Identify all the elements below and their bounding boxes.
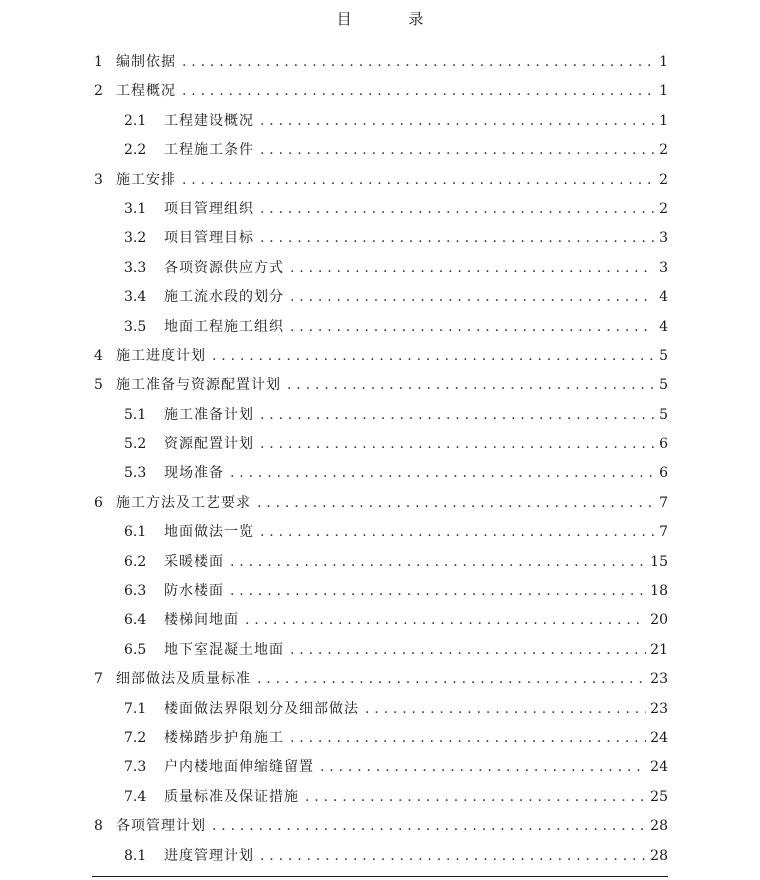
toc-entry-title: 进度管理计划 xyxy=(164,847,254,864)
toc-entry-page: 28 xyxy=(650,847,668,864)
toc-entry-title: 楼面做法界限划分及细部做法 xyxy=(164,700,359,717)
toc-entry[interactable] xyxy=(94,518,668,547)
dot-leader xyxy=(287,371,654,400)
toc-entry-page: 24 xyxy=(650,729,668,746)
toc-entry-page: 1 xyxy=(659,83,668,100)
toc-entry-title: 施工安排 xyxy=(116,171,176,188)
toc-entry-title: 项目管理目标 xyxy=(164,230,254,247)
dot-leader xyxy=(260,430,654,459)
toc-entry-title: 细部做法及质量标准 xyxy=(116,671,251,688)
toc-entry-number: 5.2 xyxy=(124,436,147,453)
toc-entry-title: 楼梯间地面 xyxy=(164,612,239,629)
dot-leader xyxy=(182,77,654,106)
toc-entry[interactable] xyxy=(94,489,668,518)
dot-leader xyxy=(290,254,654,283)
toc-entry-title: 防水楼面 xyxy=(164,583,224,600)
dot-leader xyxy=(305,783,646,812)
toc-entry-title: 地下室混凝土地面 xyxy=(164,641,284,658)
toc-entry[interactable] xyxy=(94,107,668,136)
toc-entry-title: 现场准备 xyxy=(164,465,224,482)
toc-entry-title: 各项资源供应方式 xyxy=(164,259,284,276)
toc-entry-number: 3.1 xyxy=(124,200,147,217)
dot-leader xyxy=(290,283,654,312)
toc-entry-number: 3.2 xyxy=(124,230,147,247)
toc-entry-number: 2.1 xyxy=(124,112,147,129)
toc-entry[interactable] xyxy=(94,342,668,371)
bottom-rule xyxy=(92,876,668,877)
toc-entry-number: 6.1 xyxy=(124,524,147,541)
toc-entry[interactable] xyxy=(94,724,668,753)
page-title: 目 录 xyxy=(336,10,450,28)
dot-leader xyxy=(230,459,654,488)
toc-entry-title: 户内楼地面伸缩缝留置 xyxy=(164,759,314,776)
toc-entry-page: 2 xyxy=(659,171,668,188)
toc-entry[interactable] xyxy=(94,77,668,106)
dot-leader xyxy=(290,313,654,342)
dot-leader xyxy=(260,136,654,165)
toc-entry-number: 3 xyxy=(94,171,103,188)
toc-entry-number: 8 xyxy=(94,818,103,835)
dot-leader xyxy=(182,166,654,195)
toc-entry-number: 3.4 xyxy=(124,289,147,306)
dot-leader xyxy=(260,401,654,430)
toc-entry-title: 施工进度计划 xyxy=(116,347,206,364)
toc-entry-number: 2 xyxy=(94,83,103,100)
toc-entry-title: 资源配置计划 xyxy=(164,436,254,453)
toc-entry-page: 2 xyxy=(659,200,668,217)
toc-entry-title: 施工流水段的划分 xyxy=(164,289,284,306)
toc-entry-title: 工程概况 xyxy=(116,83,176,100)
toc-entry-page: 25 xyxy=(650,788,668,805)
toc-entry-page: 4 xyxy=(659,318,668,335)
toc-entry-page: 23 xyxy=(650,700,668,717)
toc-entry-page: 18 xyxy=(650,583,668,600)
toc-entry[interactable] xyxy=(94,783,668,812)
toc-entry-number: 4 xyxy=(94,347,103,364)
dot-leader xyxy=(257,665,646,694)
toc-entry-number: 5.3 xyxy=(124,465,147,482)
toc-entry-number: 2.2 xyxy=(124,142,147,159)
toc-entry-page: 5 xyxy=(659,377,668,394)
dot-leader xyxy=(212,342,654,371)
dot-leader xyxy=(230,577,646,606)
toc-entry-number: 6 xyxy=(94,494,103,511)
dot-leader xyxy=(230,548,646,577)
toc-entry-number: 7.1 xyxy=(124,700,147,717)
toc-entry-page: 6 xyxy=(659,465,668,482)
toc-entry-number: 6.3 xyxy=(124,583,147,600)
toc-entry-page: 5 xyxy=(659,406,668,423)
toc-entry[interactable] xyxy=(94,812,668,841)
toc-entry[interactable] xyxy=(94,842,668,871)
toc-entry-page: 2 xyxy=(659,142,668,159)
toc-entry-title: 施工准备计划 xyxy=(164,406,254,423)
toc-entry-title: 项目管理组织 xyxy=(164,200,254,217)
toc-entry[interactable] xyxy=(94,430,668,459)
toc-entry-number: 7.3 xyxy=(124,759,147,776)
toc-entry-number: 3.5 xyxy=(124,318,147,335)
toc-entry-page: 15 xyxy=(650,553,668,570)
dot-leader xyxy=(290,636,646,665)
dot-leader xyxy=(212,812,646,841)
toc-entry[interactable] xyxy=(94,224,668,253)
toc-entry-page: 1 xyxy=(659,54,668,70)
toc-entry-page: 20 xyxy=(650,612,668,629)
toc-entry[interactable] xyxy=(94,753,668,782)
dot-leader xyxy=(245,606,646,635)
toc-entry[interactable] xyxy=(94,665,668,694)
toc-entry-title: 各项管理计划 xyxy=(116,818,206,835)
toc-entry[interactable] xyxy=(94,313,668,342)
toc-entry-number: 3.3 xyxy=(124,259,147,276)
toc-entry-title: 施工准备与资源配置计划 xyxy=(116,377,281,394)
toc-entry[interactable] xyxy=(94,636,668,665)
toc-entry-title: 施工方法及工艺要求 xyxy=(116,494,251,511)
toc-entry-number: 7.4 xyxy=(124,788,147,805)
toc-entry-page: 1 xyxy=(659,112,668,129)
dot-leader xyxy=(260,842,646,871)
toc-entry-title: 质量标准及保证措施 xyxy=(164,788,299,805)
toc-entry-page: 3 xyxy=(659,230,668,247)
toc-entry-number: 5 xyxy=(94,377,103,394)
toc-entry-page: 23 xyxy=(650,671,668,688)
toc-entry-page: 7 xyxy=(659,524,668,541)
toc-entry-number: 6.2 xyxy=(124,553,147,570)
toc-entry-title: 地面做法一览 xyxy=(164,524,254,541)
dot-leader xyxy=(260,518,654,547)
toc-entry-page: 4 xyxy=(659,289,668,306)
toc-entry[interactable] xyxy=(94,548,668,577)
dot-leader xyxy=(257,489,654,518)
dot-leader xyxy=(182,48,654,77)
toc-entry-title: 工程施工条件 xyxy=(164,142,254,159)
dot-leader xyxy=(260,107,654,136)
toc-entry[interactable] xyxy=(94,371,668,400)
toc-entry-number: 6.5 xyxy=(124,641,147,658)
toc-entry-title: 采暖楼面 xyxy=(164,553,224,570)
toc-entry-number: 1 xyxy=(94,54,103,70)
toc-entry-number: 7.2 xyxy=(124,729,147,746)
toc-entry[interactable] xyxy=(94,136,668,165)
dot-leader xyxy=(320,753,646,782)
toc-entry[interactable] xyxy=(94,695,668,724)
toc-entry[interactable] xyxy=(94,48,668,77)
toc-entry-page: 5 xyxy=(659,347,668,364)
toc-entry-number: 5.1 xyxy=(124,406,147,423)
dot-leader xyxy=(290,724,646,753)
toc-entry-page: 3 xyxy=(659,259,668,276)
toc-entry[interactable] xyxy=(94,283,668,312)
toc-entry-title: 楼梯踏步护角施工 xyxy=(164,729,284,746)
toc-entry[interactable] xyxy=(94,166,668,195)
table-of-contents xyxy=(94,48,668,871)
toc-entry-page: 6 xyxy=(659,436,668,453)
toc-entry-number: 7 xyxy=(94,671,103,688)
toc-entry-page: 21 xyxy=(650,641,668,658)
toc-entry[interactable] xyxy=(94,459,668,488)
toc-entry-title: 工程建设概况 xyxy=(164,112,254,129)
toc-entry[interactable] xyxy=(94,401,668,430)
toc-entry-title: 编制依据 xyxy=(116,54,176,70)
toc-entry[interactable] xyxy=(94,254,668,283)
toc-entry[interactable] xyxy=(94,606,668,635)
toc-entry[interactable] xyxy=(94,195,668,224)
toc-entry-page: 24 xyxy=(650,759,668,776)
toc-entry[interactable] xyxy=(94,577,668,606)
toc-entry-number: 8.1 xyxy=(124,847,147,864)
toc-entry-number: 6.4 xyxy=(124,612,147,629)
dot-leader xyxy=(260,195,654,224)
toc-entry-page: 7 xyxy=(659,494,668,511)
dot-leader xyxy=(365,695,646,724)
dot-leader xyxy=(260,224,654,253)
toc-entry-page: 28 xyxy=(650,818,668,835)
toc-entry-title: 地面工程施工组织 xyxy=(164,318,284,335)
